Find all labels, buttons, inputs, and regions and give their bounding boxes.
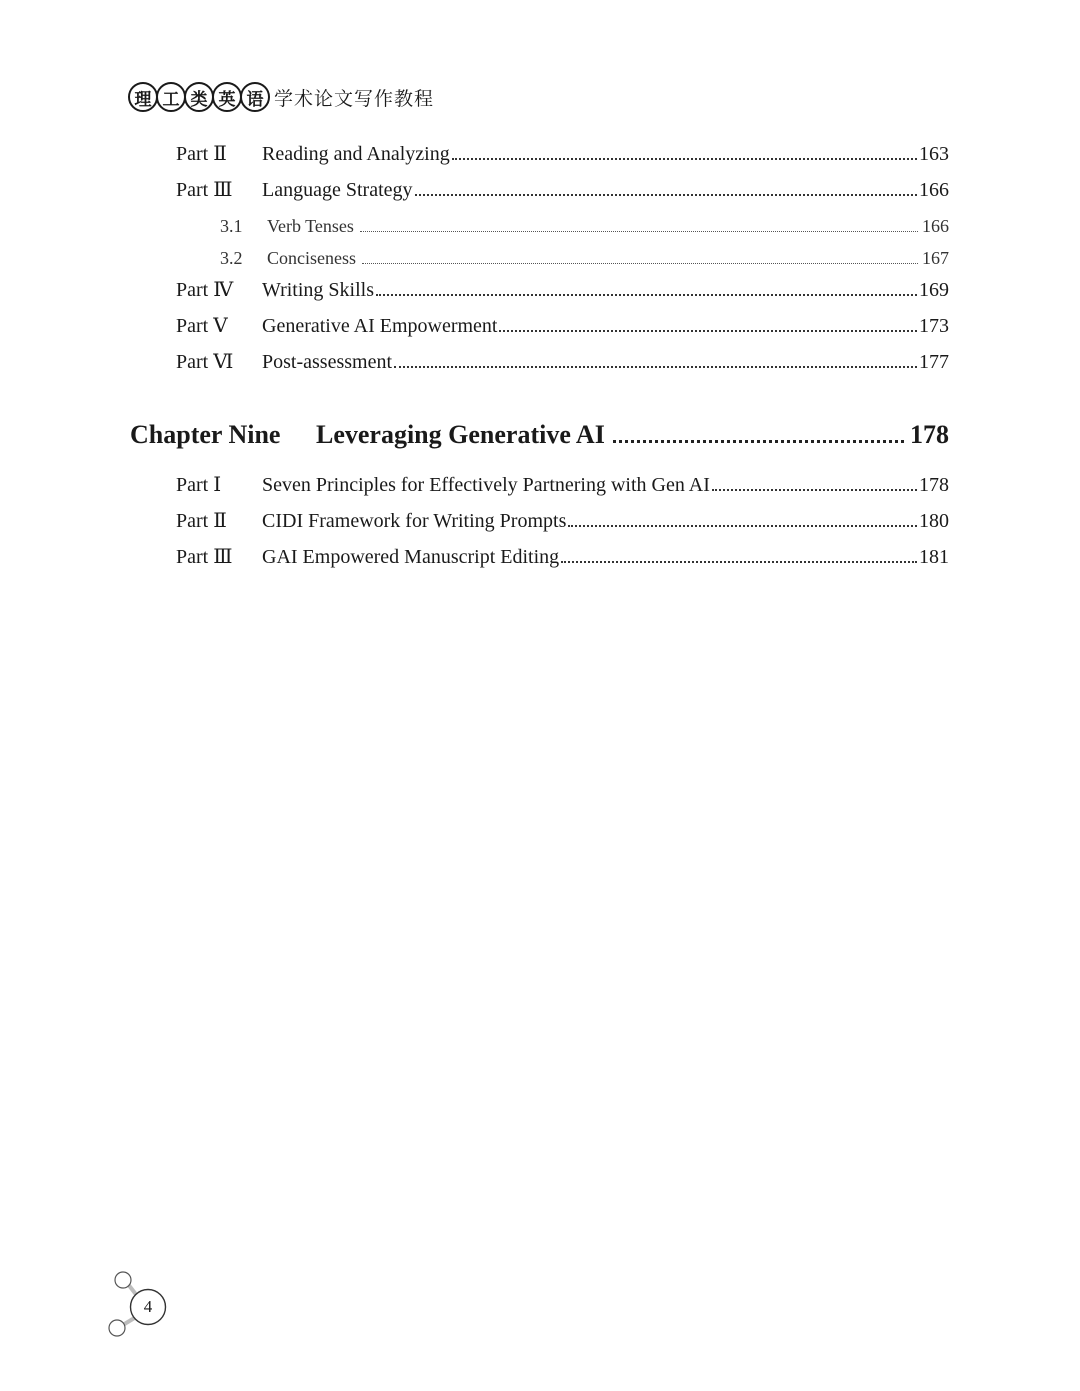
toc-leader-dots (376, 294, 917, 296)
page-number: 4 (143, 1297, 153, 1316)
toc-chapter-page: 178 (910, 420, 949, 449)
toc-entry-page: 173 (919, 315, 949, 337)
toc-entry[interactable] (176, 508, 949, 534)
header-circled-char: 英 (212, 82, 242, 112)
toc-leader-dots (452, 158, 917, 160)
toc-chapter-heading[interactable] (130, 419, 949, 451)
toc-subentry-page: 167 (922, 248, 949, 268)
toc-leader-dots (499, 330, 917, 332)
toc-entry-label: Part Ⅱ (176, 510, 227, 532)
toc-entry-label: Part Ⅰ (176, 474, 222, 496)
toc-leader-dots (568, 525, 917, 527)
toc-entry-label: Part Ⅳ (176, 279, 234, 301)
toc-chapter-title: Leveraging Generative AI (316, 420, 605, 449)
toc-entry-title: Post-assessment (262, 351, 392, 373)
header-circled-char: 理 (128, 82, 158, 112)
toc-leader-dots (712, 489, 917, 491)
toc-entry-page: 177 (919, 351, 949, 373)
toc-subentry[interactable] (220, 213, 949, 239)
ornament-small-circle (115, 1272, 131, 1288)
toc-entry-page: 169 (919, 279, 949, 301)
toc-leader-dots (360, 231, 918, 232)
toc-entry-title: Language Strategy (262, 179, 413, 201)
toc-entry[interactable] (176, 277, 949, 303)
toc-entry-label: Part Ⅵ (176, 351, 234, 373)
ornament-small-circle (109, 1320, 125, 1336)
toc-entry[interactable] (176, 177, 949, 203)
toc-entry-title: Generative AI Empowerment (262, 315, 498, 337)
toc-entry-label: Part Ⅴ (176, 315, 228, 337)
toc-entry[interactable] (176, 349, 949, 375)
toc-leader-dots (362, 263, 918, 264)
header-circled-char: 工 (156, 82, 186, 112)
toc-subentry-label: 3.1 (220, 216, 243, 236)
header-circled-char: 语 (240, 82, 270, 112)
toc-chapter-label: Chapter Nine (130, 420, 281, 449)
toc-subentry-title: Verb Tenses (267, 216, 354, 236)
toc-subentry[interactable] (220, 245, 949, 271)
toc-entry-page: 178 (919, 474, 949, 496)
toc-entry-page: 181 (919, 546, 949, 568)
toc-leader-dots (561, 561, 917, 563)
toc-entry[interactable] (176, 313, 949, 339)
toc-leader-dots (394, 366, 917, 368)
toc-leader-dots (613, 440, 904, 443)
toc-entry[interactable] (176, 141, 949, 167)
toc-entry-label: Part Ⅲ (176, 546, 233, 568)
toc-subentry-page: 166 (922, 216, 949, 236)
toc-entry-title: GAI Empowered Manuscript Editing (262, 546, 560, 568)
toc-entry-title: Seven Principles for Effectively Partnering with Gen AI (262, 474, 710, 496)
toc-entry-page: 166 (919, 179, 949, 201)
toc-entry-page: 163 (919, 143, 949, 165)
toc-entry-page: 180 (919, 510, 949, 532)
toc-entry[interactable] (176, 472, 949, 498)
toc-leader-dots (415, 194, 918, 196)
header-circled-char: 类 (184, 82, 214, 112)
toc-entry[interactable] (176, 544, 949, 570)
toc-entry-label: Part Ⅱ (176, 143, 227, 165)
running-header (128, 80, 434, 114)
header-book-title: 学术论文写作教程 (274, 87, 435, 110)
toc-subentry-label: 3.2 (220, 248, 243, 268)
toc-subentry-title: Conciseness (267, 248, 356, 268)
toc-entry-title: Reading and Analyzing (262, 143, 450, 165)
toc-entry-label: Part Ⅲ (176, 179, 233, 201)
toc-entry-title: Writing Skills (262, 279, 374, 301)
toc-entry-title: CIDI Framework for Writing Prompts (262, 510, 567, 532)
